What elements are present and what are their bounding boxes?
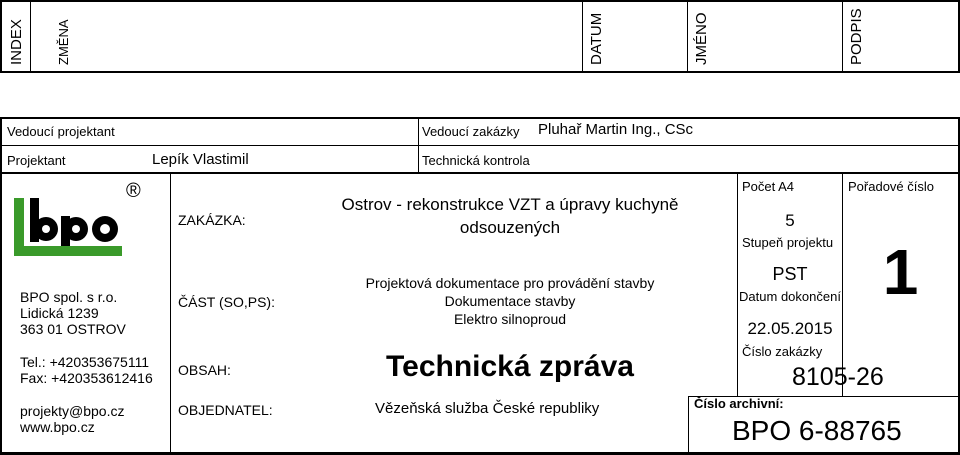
order-lead-label: Vedoucí zakázky: [422, 124, 520, 139]
bpo-logo-icon: [12, 196, 124, 258]
part-label: ČÁST (SO,PS):: [178, 294, 275, 310]
client-label: OBJEDNATEL:: [178, 402, 273, 418]
company-email[interactable]: projekty@bpo.cz: [20, 403, 125, 419]
sequence-label: Pořadové číslo: [848, 179, 934, 194]
company-fax: Fax: +420353612416: [20, 370, 153, 386]
a4-count-value: 5: [785, 211, 795, 230]
order-number-label: Číslo zakázky: [742, 344, 823, 359]
company-phone: Tel.: +420353675111: [20, 354, 150, 370]
company-street: Lidická 1239: [20, 305, 99, 321]
order-number-value: 8105-26: [792, 363, 884, 391]
change-header: ZMĚNA: [56, 19, 71, 65]
designer-value: Lepík Vlastimil: [152, 151, 249, 168]
archive-number-label: Číslo archivní:: [694, 396, 784, 411]
order-label: ZAKÁZKA:: [178, 212, 246, 228]
company-city: 363 01 OSTROV: [20, 321, 126, 337]
order-value-line1: Ostrov - rekonstrukce VZT a úpravy kuchyně: [341, 195, 679, 214]
part-value-line3: Elektro silnoproud: [453, 311, 567, 327]
order-lead-value: Pluhař Martin Ing., CSc: [538, 121, 694, 138]
client-value: Vězeňská služba České republiky: [375, 400, 600, 417]
date-header: DATUM: [588, 12, 605, 65]
sequence-value: 1: [882, 236, 919, 308]
stage-label: Stupeň projektu: [742, 235, 834, 250]
company-name: BPO spol. s r.o.: [20, 289, 118, 305]
index-header: INDEX: [8, 19, 25, 65]
content-label: OBSAH:: [178, 362, 231, 378]
stage-value: PST: [772, 264, 808, 284]
completion-date-label: Datum dokončení: [739, 289, 841, 304]
designer-label: Projektant: [7, 153, 66, 168]
lead-designer-label: Vedoucí projektant: [7, 124, 115, 139]
part-value-line1: Projektová dokumentace pro provádění stavby: [365, 275, 655, 291]
part-value-line2: Dokumentace stavby: [444, 293, 576, 309]
name-header: JMÉNO: [693, 12, 710, 65]
company-logo: [12, 196, 124, 263]
signature-header: PODPIS: [848, 8, 865, 65]
a4-count-label: Počet A4: [742, 179, 795, 194]
registered-mark: ®: [126, 180, 141, 202]
content-value: Technická zpráva: [386, 350, 634, 383]
technical-control-label: Technická kontrola: [422, 153, 530, 168]
completion-date-value: 22.05.2015: [747, 319, 833, 338]
company-web[interactable]: www.bpo.cz: [20, 419, 95, 435]
archive-number-value: BPO 6-88765: [732, 415, 902, 446]
order-value-line2: odsouzených: [459, 218, 561, 237]
